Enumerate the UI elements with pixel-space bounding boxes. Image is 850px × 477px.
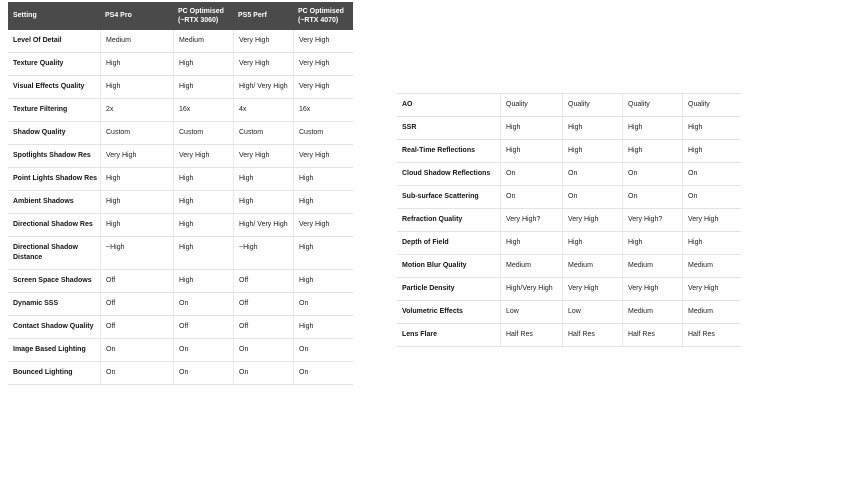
table-row <box>8 362 353 385</box>
setting-value: Off <box>233 316 293 338</box>
setting-label: Image Based Lighting <box>13 345 86 353</box>
setting-value: Custom <box>293 122 353 144</box>
table-row <box>397 117 741 140</box>
setting-value: Medium <box>173 30 233 52</box>
setting-value: High <box>293 168 353 190</box>
column-header-ps4-pro: PS4 Pro <box>105 12 132 20</box>
setting-value: High <box>500 117 562 139</box>
table-row <box>8 168 353 191</box>
setting-value: Off <box>100 270 173 292</box>
setting-value: High <box>100 214 173 236</box>
setting-value: High <box>233 168 293 190</box>
setting-value: Very High <box>622 278 682 300</box>
table-row <box>397 232 741 255</box>
setting-value: High <box>173 270 233 292</box>
setting-value: Low <box>562 301 622 323</box>
setting-value: High <box>562 232 622 254</box>
table-row <box>8 191 353 214</box>
table-row <box>8 53 353 76</box>
setting-value: Off <box>173 316 233 338</box>
setting-label: Texture Quality <box>13 60 64 67</box>
setting-value: On <box>500 186 562 208</box>
setting-value: Very High? <box>500 209 562 231</box>
table-row <box>8 316 353 339</box>
setting-value: On <box>682 163 741 185</box>
setting-value: On <box>233 339 293 361</box>
setting-value: High <box>562 117 622 139</box>
setting-value: Medium <box>100 30 173 52</box>
setting-value: Custom <box>173 122 233 144</box>
setting-label: Particle Density <box>402 285 455 292</box>
settings-table-right <box>397 93 741 347</box>
setting-value: Low <box>500 301 562 323</box>
setting-value: Half Res <box>682 324 741 346</box>
setting-label: Refraction Quality <box>402 216 463 223</box>
setting-value: Very High <box>233 145 293 167</box>
settings-table-header <box>8 2 353 30</box>
column-header-pc-rtx4070: PC Optimised (~RTX 4070) <box>298 7 344 24</box>
table-row <box>397 163 741 186</box>
table-row <box>8 270 353 293</box>
setting-value: High <box>100 168 173 190</box>
setting-label: Screen Space Shadows <box>13 276 92 284</box>
table-row <box>397 209 741 232</box>
setting-value: On <box>562 186 622 208</box>
setting-label: Point Lights Shadow Res <box>13 175 98 182</box>
table-row <box>8 122 353 145</box>
setting-value: Medium <box>682 301 741 323</box>
setting-value: High/ Very High <box>233 214 293 236</box>
setting-value: Off <box>100 293 173 315</box>
setting-value: On <box>293 362 353 384</box>
setting-value: On <box>100 362 173 384</box>
setting-value: Custom <box>233 122 293 144</box>
setting-value: Very High <box>100 145 173 167</box>
table-row <box>397 186 741 209</box>
setting-label: Shadow Quality <box>13 129 66 136</box>
setting-value: Very High <box>682 209 741 231</box>
setting-label: Visual Effects Quality <box>13 83 85 90</box>
setting-value: High <box>100 76 173 98</box>
setting-value: High <box>100 53 173 75</box>
setting-label: Depth of Field <box>402 239 449 246</box>
setting-value: 2x <box>100 99 173 121</box>
setting-value: On <box>293 339 353 361</box>
setting-label: Contact Shadow Quality <box>13 322 94 330</box>
setting-value: On <box>100 339 173 361</box>
setting-value: Medium <box>500 255 562 277</box>
setting-value: High <box>173 237 233 269</box>
table-row <box>397 255 741 278</box>
table-row <box>8 237 353 270</box>
setting-value: High <box>682 140 741 162</box>
setting-value: On <box>173 362 233 384</box>
setting-value: On <box>173 339 233 361</box>
setting-value: High/Very High <box>500 278 562 300</box>
table-row <box>397 324 741 347</box>
setting-value: ~High <box>100 237 173 269</box>
setting-value: Very High <box>562 278 622 300</box>
setting-value: ~High <box>233 237 293 269</box>
setting-value: Very High <box>682 278 741 300</box>
table-row <box>397 140 741 163</box>
setting-value: On <box>233 362 293 384</box>
setting-value: High <box>100 191 173 213</box>
setting-value: Quality <box>682 94 741 116</box>
setting-value: On <box>173 293 233 315</box>
setting-value: 16x <box>173 99 233 121</box>
table-row <box>8 214 353 237</box>
setting-label: Lens Flare <box>402 331 438 338</box>
setting-value: High <box>173 191 233 213</box>
setting-value: On <box>682 186 741 208</box>
setting-label: Real-Time Reflections <box>402 147 476 154</box>
setting-value: High <box>233 191 293 213</box>
setting-label: AO <box>402 101 413 108</box>
setting-label: Spotlights Shadow Res <box>13 152 91 159</box>
setting-value: On <box>622 163 682 185</box>
settings-table-right-body <box>397 94 741 347</box>
setting-label: Ambient Shadows <box>13 198 74 205</box>
setting-value: Very High <box>293 145 353 167</box>
table-row <box>8 145 353 168</box>
setting-value: On <box>562 163 622 185</box>
setting-value: Off <box>100 316 173 338</box>
column-header-ps5-perf: PS5 Perf <box>238 12 267 20</box>
table-row <box>8 293 353 316</box>
setting-label: Sub-surface Scattering <box>402 193 479 200</box>
setting-value: Medium <box>622 301 682 323</box>
setting-value: On <box>500 163 562 185</box>
setting-value: Quality <box>622 94 682 116</box>
setting-value: High <box>562 140 622 162</box>
table-row <box>8 99 353 122</box>
setting-value: Very High <box>173 145 233 167</box>
setting-label: Bounced Lighting <box>13 368 73 376</box>
setting-value: High <box>500 140 562 162</box>
setting-label: Dynamic SSS <box>13 299 59 307</box>
table-row <box>397 94 741 117</box>
setting-value: Quality <box>562 94 622 116</box>
setting-value: On <box>293 293 353 315</box>
setting-value: Medium <box>622 255 682 277</box>
column-header-setting: Setting <box>13 12 37 20</box>
setting-label: Motion Blur Quality <box>402 262 467 269</box>
setting-value: Half Res <box>622 324 682 346</box>
setting-value: Half Res <box>500 324 562 346</box>
setting-value: Half Res <box>562 324 622 346</box>
table-row <box>8 76 353 99</box>
setting-label: SSR <box>402 124 417 131</box>
setting-label: Directional Shadow Distance <box>13 244 78 261</box>
setting-label: Texture Filtering <box>13 106 68 113</box>
setting-value: Very High? <box>622 209 682 231</box>
setting-label: Volumetric Effects <box>402 308 463 315</box>
setting-value: Very High <box>293 30 353 52</box>
setting-value: High <box>293 237 353 269</box>
setting-value: High <box>622 140 682 162</box>
setting-value: 4x <box>233 99 293 121</box>
setting-value: Medium <box>682 255 741 277</box>
setting-value: Custom <box>100 122 173 144</box>
setting-value: High <box>682 232 741 254</box>
setting-value: Very High <box>233 30 293 52</box>
setting-value: 16x <box>293 99 353 121</box>
setting-value: High <box>622 232 682 254</box>
setting-value: Off <box>233 293 293 315</box>
table-row <box>8 339 353 362</box>
settings-table-left <box>8 2 353 385</box>
setting-value: Very High <box>293 76 353 98</box>
setting-value: High <box>173 76 233 98</box>
setting-value: High <box>293 316 353 338</box>
table-row <box>397 278 741 301</box>
setting-label: Cloud Shadow Reflections <box>402 170 491 177</box>
setting-value: High <box>682 117 741 139</box>
setting-value: High <box>293 191 353 213</box>
setting-value: Off <box>233 270 293 292</box>
table-row <box>397 301 741 324</box>
setting-label: Directional Shadow Res <box>13 221 93 228</box>
setting-value: Very High <box>562 209 622 231</box>
setting-value: On <box>622 186 682 208</box>
settings-table-left-body <box>8 30 353 385</box>
column-header-pc-rtx3060: PC Optimised (~RTX 3060) <box>178 7 224 24</box>
setting-value: High <box>173 168 233 190</box>
setting-value: High <box>173 53 233 75</box>
setting-value: Quality <box>500 94 562 116</box>
setting-value: High <box>500 232 562 254</box>
setting-value: Very High <box>233 53 293 75</box>
setting-value: High <box>293 270 353 292</box>
setting-value: High/ Very High <box>233 76 293 98</box>
setting-value: High <box>622 117 682 139</box>
setting-value: Very High <box>293 214 353 236</box>
setting-value: Very High <box>293 53 353 75</box>
setting-value: High <box>173 214 233 236</box>
setting-label: Level Of Detail <box>13 37 62 44</box>
table-row <box>8 30 353 53</box>
setting-value: Medium <box>562 255 622 277</box>
